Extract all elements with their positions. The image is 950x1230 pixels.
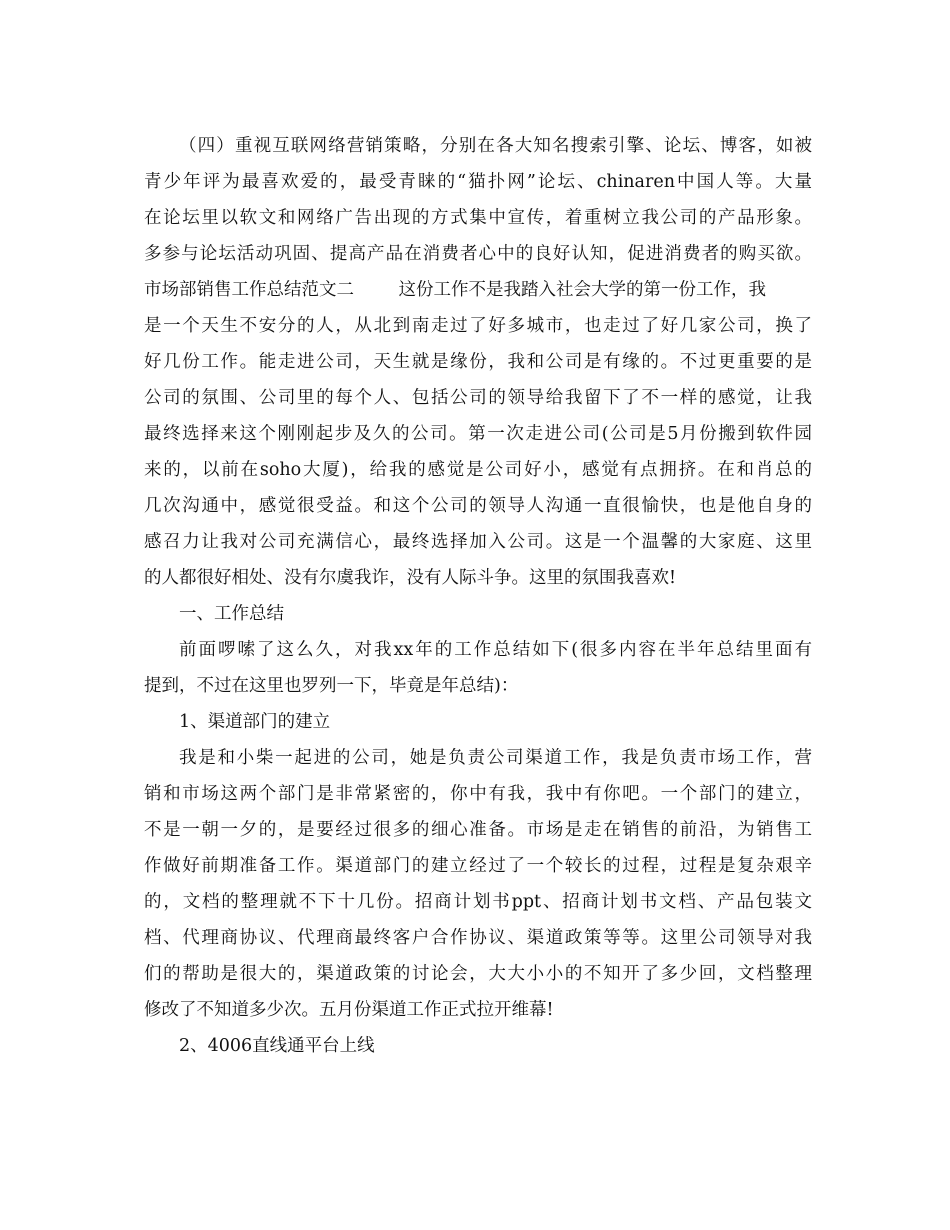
text-line: 在论坛里以软文和网络广告出现的方式集中宣传，着重树立我公司的产品形象。: [144, 208, 812, 228]
subsection-heading: 2、4006直线通平台上线: [179, 1036, 375, 1056]
text-line: 提到，不过在这里也罗列一下，毕竟是年总结)：: [144, 676, 519, 696]
text-line: 市场部销售工作总结范文二 这份工作不是我踏入社会大学的第一份工作，我: [144, 280, 766, 300]
text-line: 的，文档的整理就不下十几份。招商计划书ppt、招商计划书文档、产品包装文: [144, 892, 812, 912]
text-line: 修改了不知道多少次。五月份渠道工作正式拉开维幕!: [144, 1000, 554, 1020]
text-line: 好几份工作。能走进公司，天生就是缘份，我和公司是有缘的。不过更重要的是: [144, 352, 812, 372]
document-body: [144, 128, 812, 1064]
text-line: 销和市场这两个部门是非常紧密的，你中有我，我中有你吧。一个部门的建立，: [144, 784, 812, 804]
subsection-heading: 1、渠道部门的建立: [179, 712, 331, 732]
text-line: 几次沟通中，感觉很受益。和这个公司的领导人沟通一直很愉快，也是他自身的: [144, 496, 812, 516]
text-line: 前面啰嗦了这么久，对我xx年的工作总结如下(很多内容在半年总结里面有: [179, 640, 812, 660]
text-line: 们的帮助是很大的，渠道政策的讨论会，大大小小的不知开了多少回，文档整理: [144, 964, 812, 984]
text-line: 的人都很好相处、没有尔虞我诈，没有人际斗争。这里的氛围我喜欢!: [144, 568, 677, 588]
text-line: 是一个天生不安分的人，从北到南走过了好多城市，也走过了好几家公司，换了: [144, 316, 812, 336]
text-line: 档、代理商协议、代理商最终客户合作协议、渠道政策等等。这里公司领导对我: [144, 928, 812, 948]
text-line: 来的，以前在soho大厦)，给我的感觉是公司好小，感觉有点拥挤。在和肖总的: [144, 460, 812, 480]
text-line: 作做好前期准备工作。渠道部门的建立经过了一个较长的过程，过程是复杂艰辛: [144, 856, 812, 876]
text-line: 公司的氛围、公司里的每个人、包括公司的领导给我留下了不一样的感觉，让我: [144, 388, 812, 408]
text-line: 最终选择来这个刚刚起步及久的公司。第一次走进公司(公司是5月份搬到软件园: [144, 424, 812, 444]
text-line: 多参与论坛活动巩固、提高产品在消费者心中的良好认知，促进消费者的购买欲。: [144, 244, 812, 264]
text-line: 我是和小柴一起进的公司，她是负责公司渠道工作，我是负责市场工作，营: [179, 748, 812, 768]
text-line: 青少年评为最喜欢爱的，最受青睐的“猫扑网”论坛、chinaren中国人等。大量: [144, 172, 812, 192]
section-heading: 一、工作总结: [179, 604, 284, 624]
text-line: 感召力让我对公司充满信心，最终选择加入公司。这是一个温馨的大家庭、这里: [144, 532, 812, 552]
text-line: 不是一朝一夕的，是要经过很多的细心准备。市场是走在销售的前沿，为销售工: [144, 820, 812, 840]
text-line: （四）重视互联网络营销策略，分别在各大知名搜索引擎、论坛、博客，如被: [179, 136, 812, 156]
